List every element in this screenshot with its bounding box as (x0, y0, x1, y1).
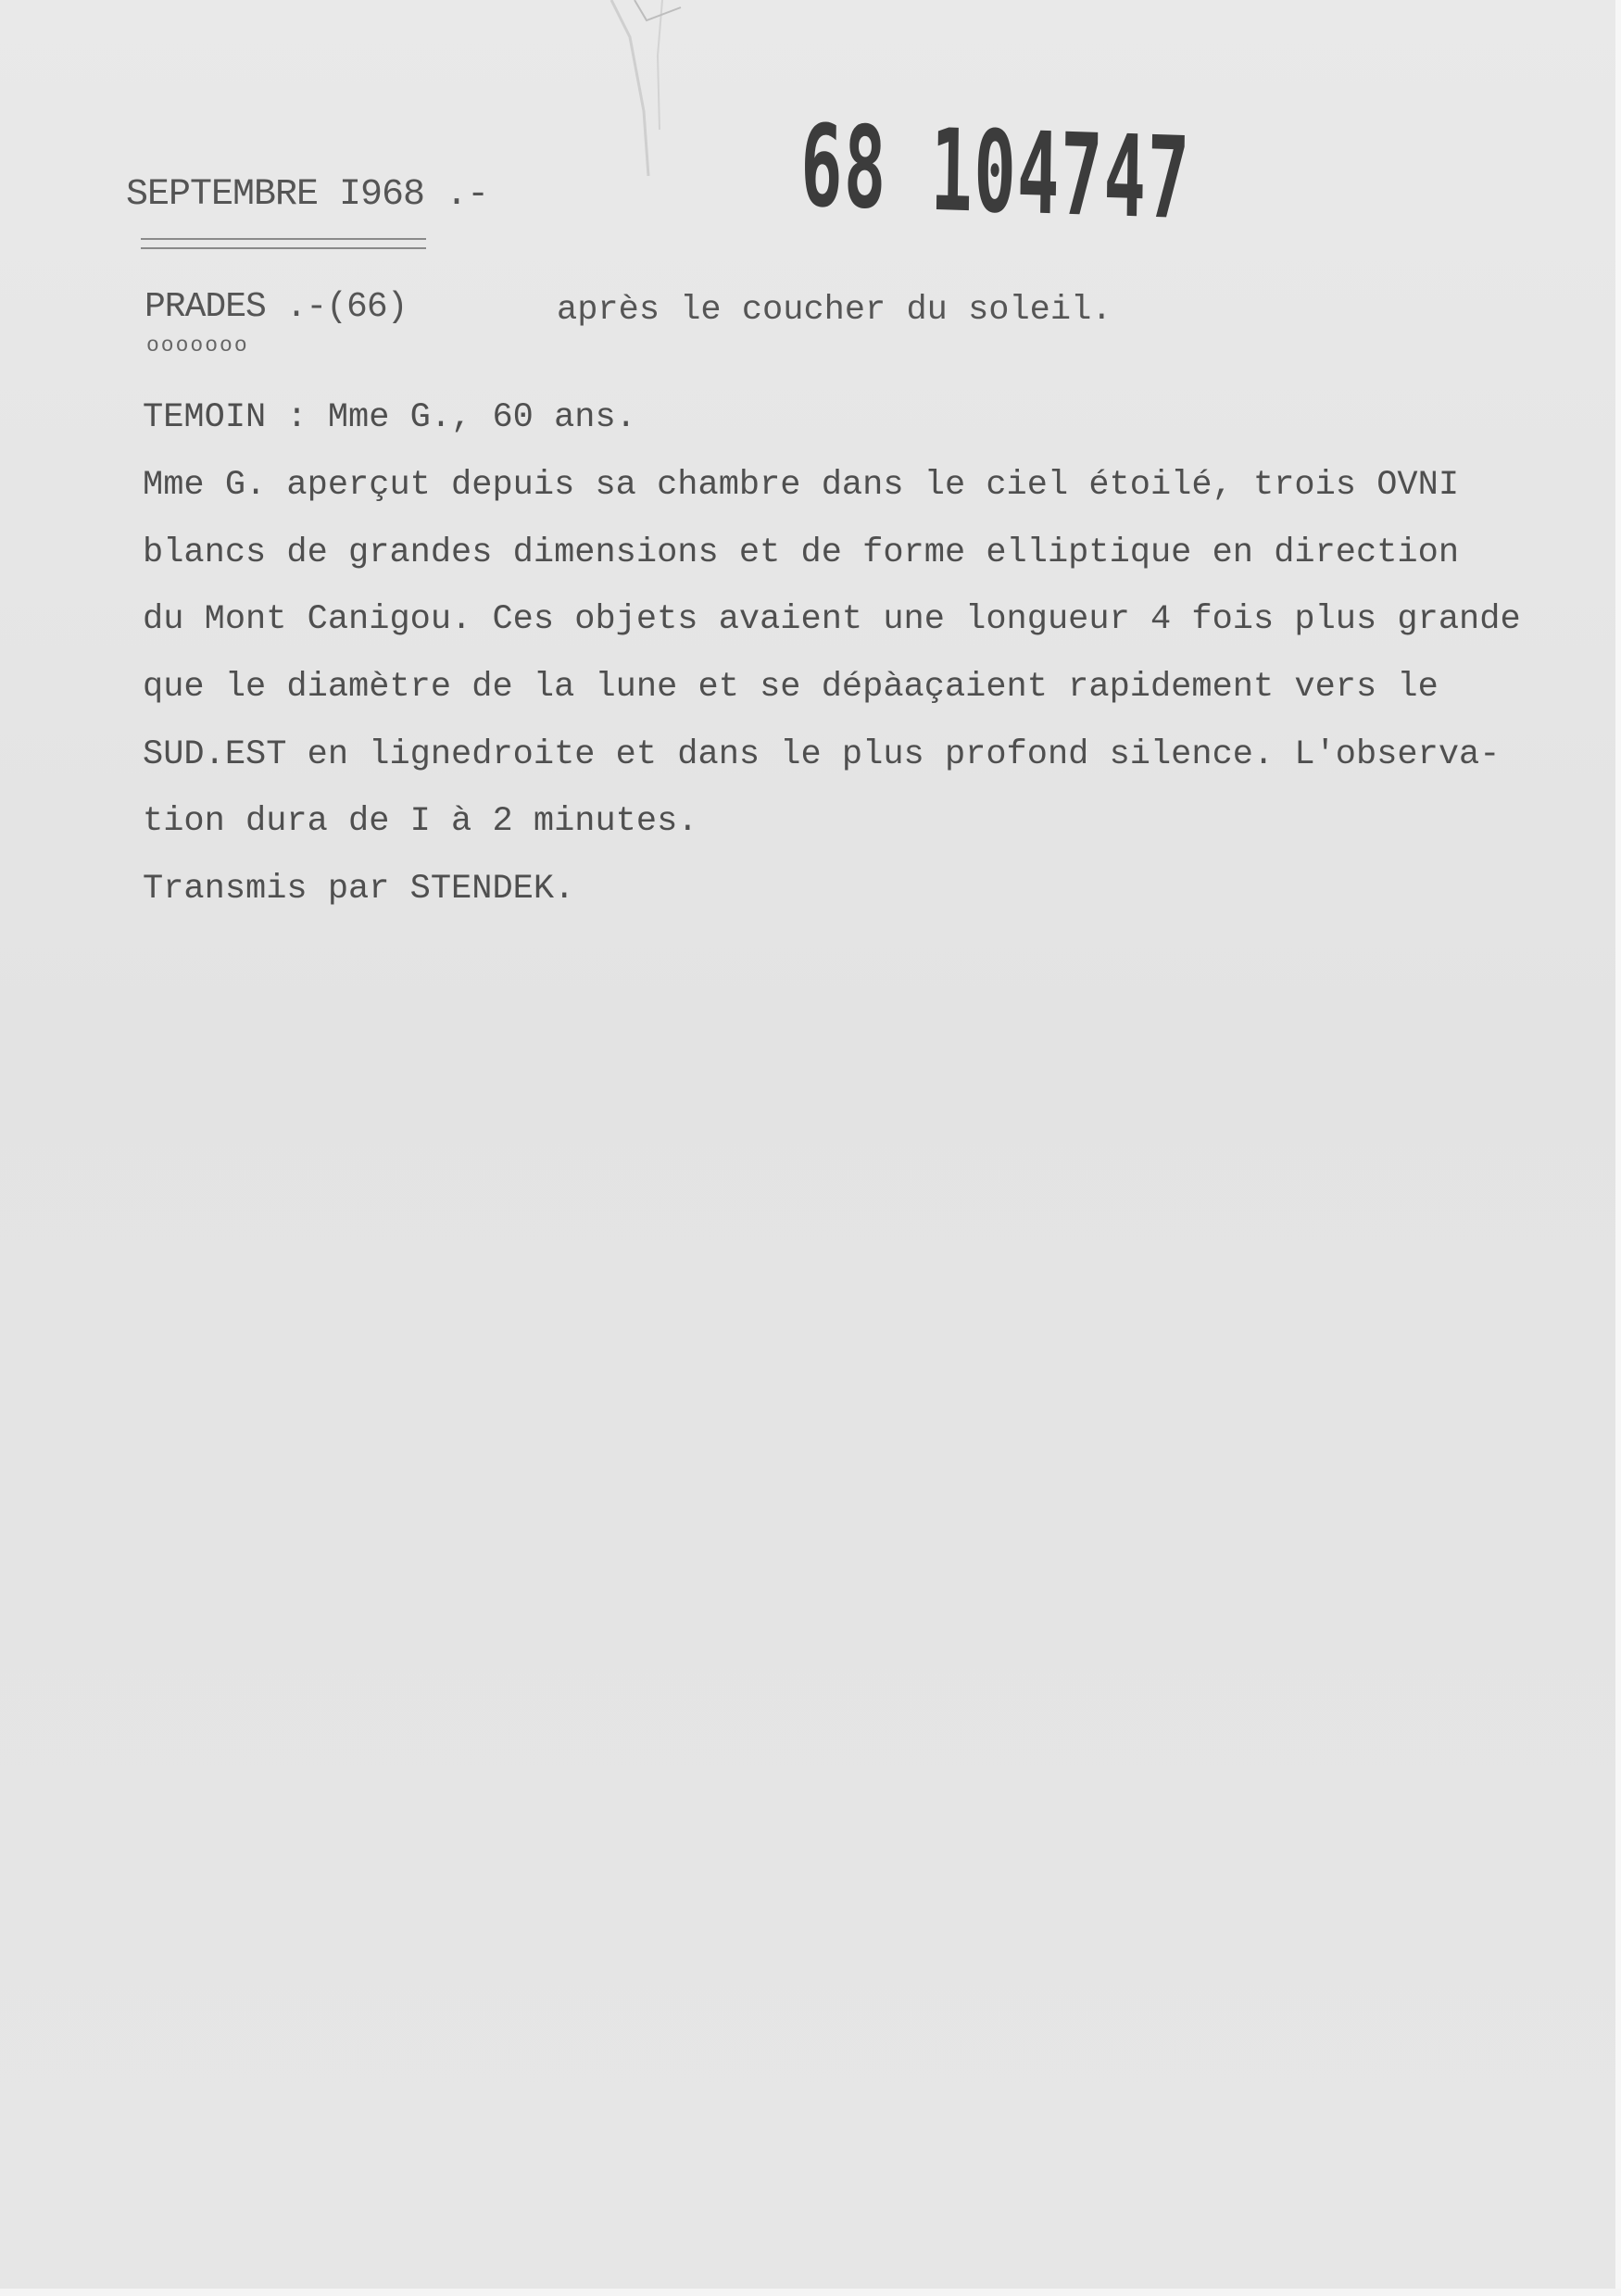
date-underline (141, 238, 426, 249)
report-time: après le coucher du soleil. (557, 291, 1112, 330)
fold-mark (593, 0, 713, 176)
body-line: blancs de grandes dimensions et de forme elliptique en direction (143, 533, 1460, 572)
witness-line: TEMOIN : Mme G., 60 ans. (143, 398, 636, 437)
report-place: PRADES .-(66) (145, 287, 408, 327)
document-number-stamp: 68 104747 (799, 100, 1192, 245)
body-line: Mme G. aperçut depuis sa chambre dans le ciel étoilé, trois OVNI (143, 466, 1460, 505)
body-line: du Mont Canigou. Ces objets avaient une longueur 4 fois plus grande (143, 600, 1521, 639)
page-edge-bottom (0, 2289, 1621, 2296)
body-line: tion dura de I à 2 minutes. (143, 802, 698, 841)
transmitted-by-line: Transmis par STENDEK. (143, 870, 575, 909)
page-edge-right (1615, 0, 1621, 2296)
report-date: SEPTEMBRE I968 .- (126, 174, 489, 216)
body-line: que le diamètre de la lune et se dépàaçaient rapidement vers le (143, 668, 1439, 707)
place-underline: ooooooo (146, 333, 249, 358)
body-line: SUD.EST en lignedroite et dans le plus profond silence. L'observa- (143, 735, 1501, 774)
